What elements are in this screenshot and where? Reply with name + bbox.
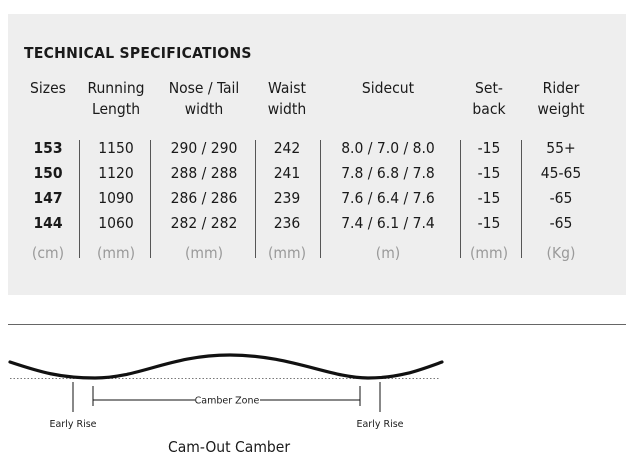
board-profile <box>10 355 442 378</box>
table-cell-nose-tail: 290 / 290 <box>170 139 238 157</box>
spec-title: TECHNICAL SPECIFICATIONS <box>24 44 252 62</box>
early-rise-left-label: Early Rise <box>49 419 97 430</box>
table-cell-setback: -15 <box>477 139 501 157</box>
table-cell-waist: 241 <box>273 164 301 182</box>
divider-line <box>8 324 626 325</box>
column-divider <box>521 140 522 258</box>
table-cell-nose-tail: 286 / 286 <box>170 189 238 207</box>
column-header-running-length: Running Length <box>87 79 145 118</box>
table-cell-waist: 236 <box>273 214 301 232</box>
column-header-nose-tail: Nose / Tail width <box>168 79 240 118</box>
unit-label-waist: (mm) <box>267 244 307 262</box>
column-header-waist: Waist width <box>267 79 307 118</box>
early-rise-right-label: Early Rise <box>356 419 404 430</box>
table-cell-running-length: 1120 <box>98 164 134 182</box>
unit-label-sidecut: (m) <box>375 244 401 262</box>
table-cell-rider-weight: 55+ <box>546 139 576 157</box>
table-cell-waist: 239 <box>273 189 301 207</box>
column-header-sidecut: Sidecut <box>361 79 415 97</box>
table-cell-rider-weight: -65 <box>549 214 573 232</box>
unit-label-sizes: (cm) <box>31 244 65 262</box>
column-header-sizes: Sizes <box>30 79 66 97</box>
table-cell-sidecut: 8.0 / 7.0 / 8.0 <box>341 139 435 157</box>
column-divider <box>255 140 256 258</box>
table-cell-running-length: 1060 <box>98 214 134 232</box>
table-cell-setback: -15 <box>477 164 501 182</box>
profile-caption: Cam-Out Camber <box>168 438 291 456</box>
unit-label-setback: (mm) <box>469 244 509 262</box>
column-header-setback: Set- back <box>472 79 506 118</box>
table-cell-setback: -15 <box>477 214 501 232</box>
size-value: 150 <box>33 164 63 182</box>
column-divider <box>320 140 321 258</box>
table-cell-running-length: 1150 <box>98 139 134 157</box>
unit-label-running-length: (mm) <box>96 244 136 262</box>
table-cell-setback: -15 <box>477 189 501 207</box>
table-cell-waist: 242 <box>273 139 301 157</box>
column-divider <box>460 140 461 258</box>
camber-zone-label: Camber Zone <box>194 395 260 407</box>
table-cell-sidecut: 7.8 / 6.8 / 7.8 <box>341 164 435 182</box>
size-value: 144 <box>33 214 63 232</box>
table-cell-running-length: 1090 <box>98 189 134 207</box>
table-cell-sidecut: 7.4 / 6.1 / 7.4 <box>341 214 435 232</box>
table-cell-nose-tail: 282 / 282 <box>170 214 238 232</box>
column-divider <box>150 140 151 258</box>
table-cell-sidecut: 7.6 / 6.4 / 7.6 <box>341 189 435 207</box>
table-cell-nose-tail: 288 / 288 <box>170 164 238 182</box>
column-header-rider-weight: Rider weight <box>537 79 585 118</box>
column-divider <box>79 140 80 258</box>
table-cell-rider-weight: -65 <box>549 189 573 207</box>
camber-profile-diagram <box>0 330 642 467</box>
table-cell-rider-weight: 45-65 <box>540 164 582 182</box>
unit-label-nose-tail: (mm) <box>184 244 224 262</box>
unit-label-rider-weight: (Kg) <box>546 244 576 262</box>
size-value: 147 <box>33 189 63 207</box>
size-value: 153 <box>33 139 63 157</box>
